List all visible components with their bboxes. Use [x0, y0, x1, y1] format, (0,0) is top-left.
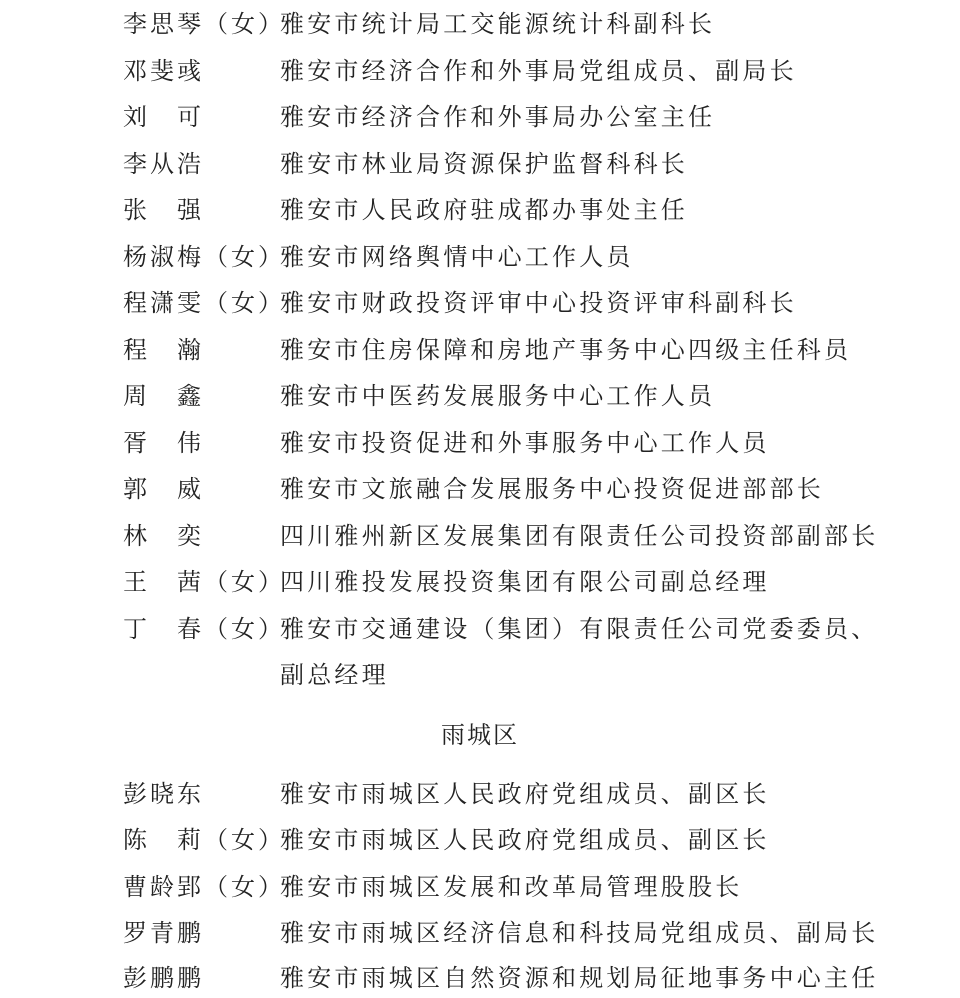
person-name: 王 茜（女） — [123, 568, 285, 596]
person-name: 刘 可 — [123, 103, 204, 131]
person-position: 雅安市经济合作和外事局党组成员、副局长 — [280, 57, 797, 85]
person-name: 陈 莉（女） — [123, 826, 285, 854]
list-item — [0, 4, 960, 44]
list-item — [0, 820, 960, 860]
list-item — [0, 423, 960, 463]
section-title: 雨城区 — [441, 721, 519, 749]
list-item — [0, 958, 960, 998]
person-name: 程潇雯（女） — [123, 289, 285, 317]
list-item — [0, 469, 960, 509]
person-position: 雅安市文旅融合发展服务中心投资促进部部长 — [280, 475, 824, 503]
person-position: 雅安市经济合作和外事局办公室主任 — [280, 103, 716, 131]
person-position: 雅安市雨城区人民政府党组成员、副区长 — [280, 826, 770, 854]
list-item — [0, 97, 960, 137]
person-name: 李从浩 — [123, 150, 204, 178]
person-position-continued: 副总经理 — [280, 661, 389, 689]
list-item — [0, 609, 960, 649]
person-position: 雅安市网络舆情中心工作人员 — [280, 243, 634, 271]
person-position: 四川雅州新区发展集团有限责任公司投资部副部长 — [280, 522, 879, 550]
person-name: 林 奕 — [123, 522, 204, 550]
person-name: 胥 伟 — [123, 429, 204, 457]
person-position: 四川雅投发展投资集团有限公司副总经理 — [280, 568, 770, 596]
person-name: 彭鹏鹏 — [123, 964, 204, 992]
person-position: 雅安市雨城区自然资源和规划局征地事务中心主任 — [280, 964, 879, 992]
person-name: 郭 威 — [123, 475, 204, 503]
person-name: 程 瀚 — [123, 336, 204, 364]
list-item — [0, 867, 960, 907]
person-position: 雅安市统计局工交能源统计科副科长 — [280, 10, 716, 38]
list-item — [0, 774, 960, 814]
person-name: 曹龄郢（女） — [123, 873, 285, 901]
list-item-continuation — [0, 655, 960, 695]
list-item — [0, 330, 960, 370]
list-item — [0, 190, 960, 230]
person-position: 雅安市中医药发展服务中心工作人员 — [280, 382, 716, 410]
person-position: 雅安市交通建设（集团）有限责任公司党委委员、 — [280, 615, 879, 643]
person-name: 彭晓东 — [123, 780, 204, 808]
person-name: 张 强 — [123, 196, 204, 224]
person-name: 李思琴（女） — [123, 10, 285, 38]
person-position: 雅安市林业局资源保护监督科科长 — [280, 150, 688, 178]
list-item — [0, 283, 960, 323]
person-name: 周 鑫 — [123, 382, 204, 410]
list-item — [0, 562, 960, 602]
list-item — [0, 516, 960, 556]
person-position: 雅安市人民政府驻成都办事处主任 — [280, 196, 688, 224]
person-position: 雅安市雨城区人民政府党组成员、副区长 — [280, 780, 770, 808]
person-name: 丁 春（女） — [123, 615, 285, 643]
list-item — [0, 913, 960, 953]
person-name: 杨淑梅（女） — [123, 243, 285, 271]
person-position: 雅安市财政投资评审中心投资评审科副科长 — [280, 289, 797, 317]
list-item — [0, 144, 960, 184]
person-name: 邓斐彧 — [123, 57, 204, 85]
list-item — [0, 51, 960, 91]
person-name: 罗青鹏 — [123, 919, 204, 947]
list-item — [0, 237, 960, 277]
person-position: 雅安市住房保障和房地产事务中心四级主任科员 — [280, 336, 852, 364]
person-position: 雅安市雨城区发展和改革局管理股股长 — [280, 873, 743, 901]
list-item — [0, 376, 960, 416]
person-position: 雅安市雨城区经济信息和科技局党组成员、副局长 — [280, 919, 879, 947]
person-position: 雅安市投资促进和外事服务中心工作人员 — [280, 429, 770, 457]
